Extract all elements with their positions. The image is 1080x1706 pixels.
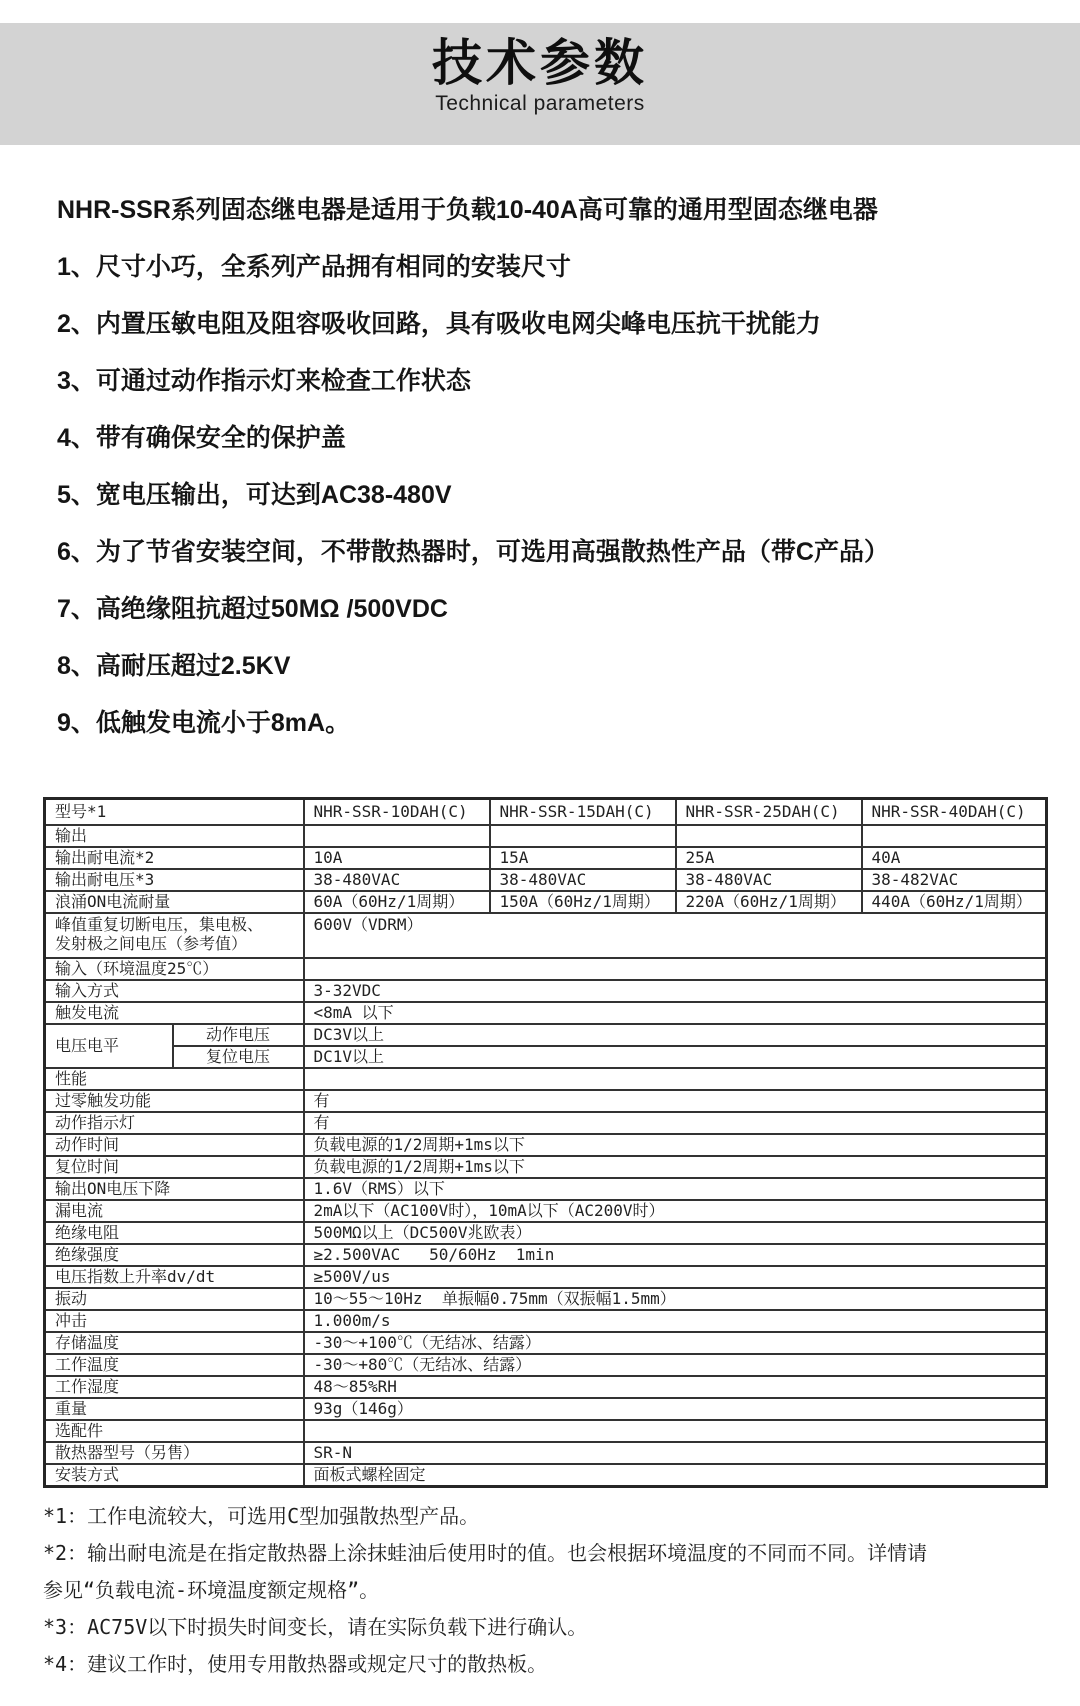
cell-value: 有 bbox=[304, 1112, 1047, 1134]
cell-value: 220A（60Hz/1周期） bbox=[676, 891, 862, 913]
cell-label: 电压指数上升率dv/dt bbox=[45, 1266, 304, 1288]
cell-value: 15A bbox=[490, 847, 676, 869]
cell-label: 存储温度 bbox=[45, 1332, 304, 1354]
cell-empty bbox=[676, 825, 862, 847]
cell-empty bbox=[862, 825, 1047, 847]
cell-value: SR-N bbox=[304, 1442, 1047, 1464]
feature-item-6: 6、为了节省安装空间，不带散热器时，可选用高强散热性产品（带C产品） bbox=[57, 538, 889, 566]
cell-model-3: NHR-SSR-25DAH(C) bbox=[676, 799, 862, 826]
row-operate-time bbox=[45, 1134, 1047, 1156]
feature-item-1: 1、尺寸小巧，全系列产品拥有相同的安装尺寸 bbox=[57, 253, 571, 281]
cell-value: 600V（VDRM） bbox=[304, 913, 1047, 958]
cell-value: <8mA 以下 bbox=[304, 1002, 1047, 1024]
cell-value: 3-32VDC bbox=[304, 980, 1047, 1002]
cell-label: 型号*1 bbox=[45, 799, 304, 826]
row-on-voltage-drop bbox=[45, 1178, 1047, 1200]
cell-value: DC3V以上 bbox=[304, 1024, 1047, 1046]
footnotes bbox=[43, 1498, 1080, 1683]
row-section-input bbox=[45, 958, 1047, 980]
footnote-4: *4：建议工作时，使用专用散热器或规定尺寸的散热板。 bbox=[43, 1652, 548, 1676]
cell-value: 1.000m/s bbox=[304, 1310, 1047, 1332]
cell-label: 绝缘电阻 bbox=[45, 1222, 304, 1244]
cell-value: 48～85%RH bbox=[304, 1376, 1047, 1398]
cell-label: 触发电流 bbox=[45, 1002, 304, 1024]
cell-value: 38-480VAC bbox=[676, 869, 862, 891]
cell-empty bbox=[304, 1068, 1047, 1090]
row-insulation-strength bbox=[45, 1244, 1047, 1266]
row-dvdt bbox=[45, 1266, 1047, 1288]
row-voltage-level-reset bbox=[45, 1046, 1047, 1068]
cell-label: 过零触发功能 bbox=[45, 1090, 304, 1112]
cell-value: 440A（60Hz/1周期） bbox=[862, 891, 1047, 913]
cell-value: 38-480VAC bbox=[490, 869, 676, 891]
feature-item-8: 8、高耐压超过2.5KV bbox=[57, 652, 291, 680]
row-heatsink-model bbox=[45, 1442, 1047, 1464]
cell-sub-label: 复位电压 bbox=[173, 1046, 304, 1068]
row-surge-current bbox=[45, 891, 1047, 913]
row-voltage-level-on bbox=[45, 1024, 1047, 1046]
cell-value: 2mA以下（AC100V时），10mA以下（AC200V时） bbox=[304, 1200, 1047, 1222]
row-model-header bbox=[45, 799, 1047, 826]
row-vibration bbox=[45, 1288, 1047, 1310]
cell-label: 输入方式 bbox=[45, 980, 304, 1002]
row-weight bbox=[45, 1398, 1047, 1420]
row-section-output bbox=[45, 825, 1047, 847]
row-leakage bbox=[45, 1200, 1047, 1222]
cell-value: 有 bbox=[304, 1090, 1047, 1112]
cell-value: -30～+100℃（无结冰、结露） bbox=[304, 1332, 1047, 1354]
peak-label-line1: 峰值重复切断电压，集电极、 bbox=[55, 915, 264, 934]
cell-value: -30～+80℃（无结冰、结露） bbox=[304, 1354, 1047, 1376]
intro-text: NHR-SSR系列固态继电器是适用于负载10-40A高可靠的通用型固态继电器 bbox=[57, 196, 878, 224]
row-output-current bbox=[45, 847, 1047, 869]
cell-value: 500MΩ以上（DC500V兆欧表） bbox=[304, 1222, 1047, 1244]
page-subtitle: Technical parameters bbox=[435, 92, 645, 115]
cell-sub-label: 动作电压 bbox=[173, 1024, 304, 1046]
cell-model-4: NHR-SSR-40DAH(C) bbox=[862, 799, 1047, 826]
row-output-voltage bbox=[45, 869, 1047, 891]
peak-label-line2: 发射极之间电压（参考值） bbox=[55, 934, 248, 953]
cell-model-2: NHR-SSR-15DAH(C) bbox=[490, 799, 676, 826]
cell-label: 动作时间 bbox=[45, 1134, 304, 1156]
feature-item-2: 2、内置压敏电阻及阻容吸收回路，具有吸收电网尖峰电压抗干扰能力 bbox=[57, 310, 821, 338]
row-reset-time bbox=[45, 1156, 1047, 1178]
cell-label: 输出耐电压*3 bbox=[45, 869, 304, 891]
row-zero-cross bbox=[45, 1090, 1047, 1112]
cell-section-label: 性能 bbox=[45, 1068, 304, 1090]
row-storage-temp bbox=[45, 1332, 1047, 1354]
row-indicator bbox=[45, 1112, 1047, 1134]
cell-value: 1.6V（RMS）以下 bbox=[304, 1178, 1047, 1200]
footnote-1: *1：工作电流较大，可选用C型加强散热型产品。 bbox=[43, 1504, 480, 1528]
cell-value: 10～55～10Hz 单振幅0.75mm（双振幅1.5mm） bbox=[304, 1288, 1047, 1310]
cell-value: ≥500V/us bbox=[304, 1266, 1047, 1288]
cell-label: 重量 bbox=[45, 1398, 304, 1420]
cell-empty bbox=[304, 1420, 1047, 1442]
spec-sheet-page bbox=[0, 23, 1080, 1706]
row-insulation-resistance bbox=[45, 1222, 1047, 1244]
row-section-performance bbox=[45, 1068, 1047, 1090]
cell-empty bbox=[304, 958, 1047, 980]
footnote-3: *3：AC75V以下时损失时间变长，请在实际负载下进行确认。 bbox=[43, 1615, 588, 1639]
cell-value: 60A（60Hz/1周期） bbox=[304, 891, 490, 913]
row-shock bbox=[45, 1310, 1047, 1332]
row-working-temp bbox=[45, 1354, 1047, 1376]
cell-value: 40A bbox=[862, 847, 1047, 869]
cell-label: 漏电流 bbox=[45, 1200, 304, 1222]
cell-label: 输出耐电流*2 bbox=[45, 847, 304, 869]
cell-value: 负载电源的1/2周期+1ms以下 bbox=[304, 1134, 1047, 1156]
cell-label: 振动 bbox=[45, 1288, 304, 1310]
spec-table bbox=[43, 797, 1048, 1488]
footnote-2: *2：输出耐电流是在指定散热器上涂抹蛙油后使用时的值。也会根据环境温度的不同而不同。详情请 bbox=[43, 1541, 928, 1565]
feature-list bbox=[0, 145, 1080, 752]
cell-value: 38-482VAC bbox=[862, 869, 1047, 891]
cell-value: 面板式螺栓固定 bbox=[304, 1464, 1047, 1487]
cell-empty bbox=[490, 825, 676, 847]
cell-label bbox=[45, 913, 304, 958]
cell-value: 93g（146g） bbox=[304, 1398, 1047, 1420]
cell-label: 安装方式 bbox=[45, 1464, 304, 1487]
feature-item-4: 4、带有确保安全的保护盖 bbox=[57, 424, 346, 452]
cell-label: 冲击 bbox=[45, 1310, 304, 1332]
cell-label: 输出ON电压下降 bbox=[45, 1178, 304, 1200]
cell-value: 25A bbox=[676, 847, 862, 869]
row-section-accessories bbox=[45, 1420, 1047, 1442]
cell-value: 负载电源的1/2周期+1ms以下 bbox=[304, 1156, 1047, 1178]
feature-item-5: 5、宽电压输出，可达到AC38-480V bbox=[57, 481, 452, 509]
cell-value: DC1V以上 bbox=[304, 1046, 1047, 1068]
feature-item-7: 7、高绝缘阻抗超过50MΩ /500VDC bbox=[57, 595, 448, 623]
cell-value: ≥2.500VAC 50/60Hz 1min bbox=[304, 1244, 1047, 1266]
cell-label: 绝缘强度 bbox=[45, 1244, 304, 1266]
footnote-2-continued: 参见“负载电流-环境温度额定规格”。 bbox=[43, 1578, 380, 1602]
cell-label: 动作指示灯 bbox=[45, 1112, 304, 1134]
feature-item-3: 3、可通过动作指示灯来检查工作状态 bbox=[57, 367, 471, 395]
cell-label: 复位时间 bbox=[45, 1156, 304, 1178]
row-peak-voltage bbox=[45, 913, 1047, 958]
row-input-mode bbox=[45, 980, 1047, 1002]
row-working-humidity bbox=[45, 1376, 1047, 1398]
feature-item-9: 9、低触发电流小于8mA。 bbox=[57, 709, 351, 737]
cell-label: 工作温度 bbox=[45, 1354, 304, 1376]
cell-value: 10A bbox=[304, 847, 490, 869]
cell-value: 150A（60Hz/1周期） bbox=[490, 891, 676, 913]
cell-value: 38-480VAC bbox=[304, 869, 490, 891]
page-title: 技术参数 bbox=[432, 35, 648, 91]
cell-model-1: NHR-SSR-10DAH(C) bbox=[304, 799, 490, 826]
row-trigger-current bbox=[45, 1002, 1047, 1024]
cell-section-label: 输出 bbox=[45, 825, 304, 847]
cell-label: 浪涌ON电流耐量 bbox=[45, 891, 304, 913]
cell-label: 电压电平 bbox=[45, 1024, 173, 1068]
cell-empty bbox=[304, 825, 490, 847]
row-mounting bbox=[45, 1464, 1047, 1487]
banner bbox=[0, 23, 1080, 145]
cell-section-label: 输入（环境温度25℃） bbox=[45, 958, 304, 980]
cell-section-label: 选配件 bbox=[45, 1420, 304, 1442]
cell-label: 散热器型号（另售） bbox=[45, 1442, 304, 1464]
cell-label: 工作湿度 bbox=[45, 1376, 304, 1398]
